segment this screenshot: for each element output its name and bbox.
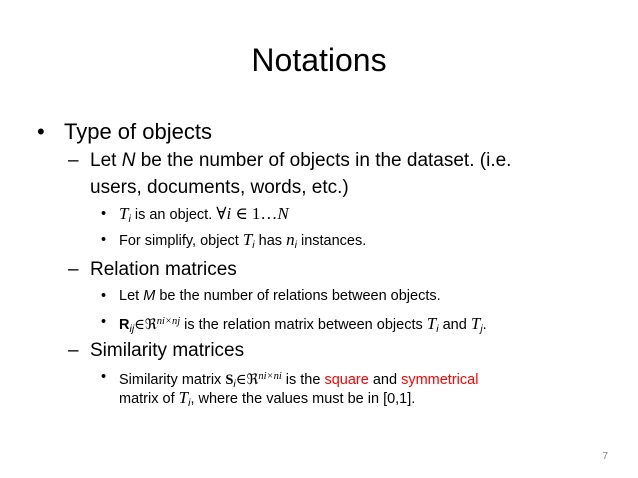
dash: – bbox=[68, 259, 79, 280]
dash: – bbox=[68, 340, 79, 361]
item-ti-object: • $T_i$ is an object. ∀i ∈ 1…N bbox=[101, 204, 289, 225]
item-ni-instances: • For simplify, object $T_i$ has $n_i$ instances. bbox=[101, 230, 367, 251]
item-number-of-objects-cont: users, documents, words, etc.) bbox=[90, 177, 349, 198]
dash: – bbox=[68, 150, 79, 171]
bullet: • bbox=[101, 206, 107, 222]
bullet: • bbox=[101, 288, 107, 304]
bullet: • bbox=[101, 232, 107, 248]
item-similarity-matrix-cont: matrix of $T_i$, where the values must be in [0,1]. bbox=[119, 388, 416, 409]
bullet: • bbox=[101, 369, 107, 385]
item-relation-matrix-rij: • $R_{ij}\in ℜ^{ni\times nj}$ is the relation matrix between objects $T_i$ and $T_j$. bbox=[101, 314, 487, 335]
bullet: • bbox=[101, 314, 107, 330]
section-label: Type of objects bbox=[64, 119, 212, 144]
item-similarity-matrix-si: • Similarity matrix $S_i\in ℜ^{ni\times ni}$ is the square and symmetrical bbox=[101, 369, 479, 390]
item-text: Let N be the number of objects in the dataset. (i.e. bbox=[90, 150, 512, 171]
item-label: Relation matrices bbox=[90, 259, 237, 280]
slide-title: Notations bbox=[251, 42, 387, 78]
emphasis-symmetrical: symmetrical bbox=[401, 372, 479, 388]
emphasis-square: square bbox=[324, 372, 369, 388]
section-type-of-objects bbox=[37, 118, 212, 146]
item-relation-matrices bbox=[68, 258, 237, 282]
item-m-relations: • Let M be the number of relations between objects. bbox=[101, 288, 441, 304]
bullet: • bbox=[37, 119, 45, 144]
item-label: Similarity matrices bbox=[90, 340, 245, 361]
page-number: 7 bbox=[602, 451, 608, 462]
item-number-of-objects bbox=[68, 149, 512, 173]
item-similarity-matrices bbox=[68, 339, 245, 363]
